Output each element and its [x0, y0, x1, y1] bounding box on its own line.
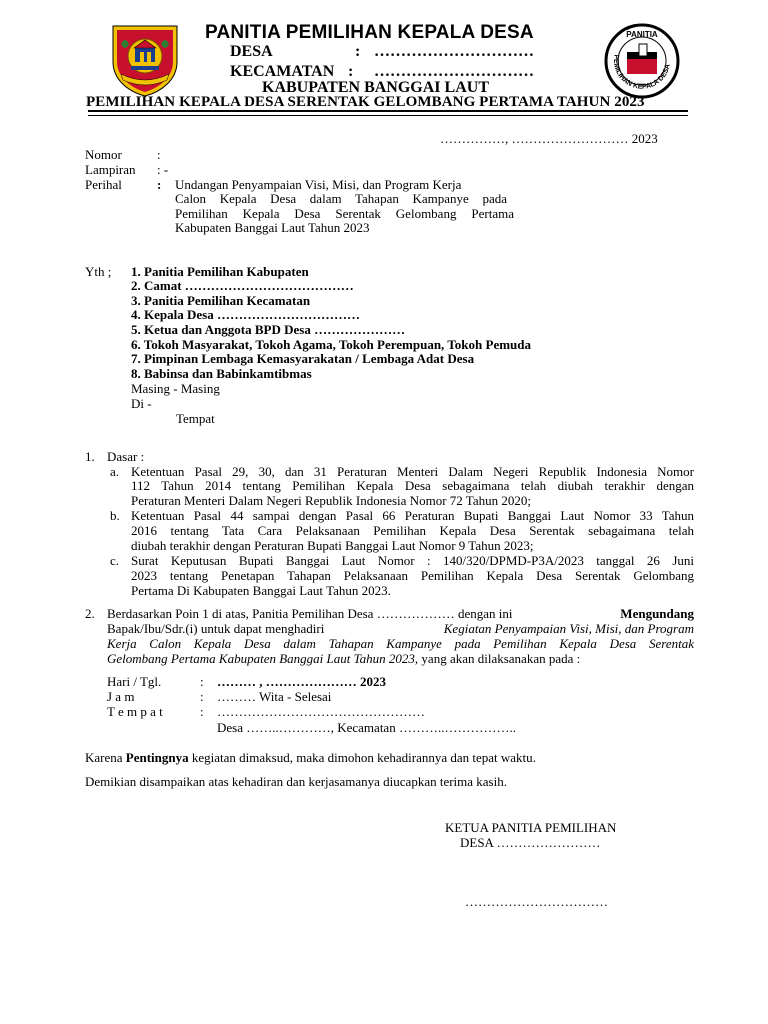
point2-text: Bapak/Ibu/Sdr.(i) untuk dapat menghadiri	[107, 621, 328, 636]
svg-text:PANITIA: PANITIA	[626, 30, 658, 39]
desa-colon: :	[355, 43, 361, 60]
perihal-line: Undangan Penyampaian Visi, Misi, dan Program Kerja	[175, 177, 462, 192]
dasar-line: Surat Keputusan Bupati Banggai Laut Nomor : 140/320/DPMD-P3A/2023 tanggal 26 Juni	[131, 553, 694, 568]
dasar-line: Pertama Di Kabupaten Banggai Laut Tahun 2023.	[131, 583, 391, 598]
recipient-item: 2. Camat …………………………………	[131, 278, 354, 293]
recipient-item: 5. Ketua dan Anggota BPD Desa …………………	[131, 322, 406, 337]
kabupaten-name: KABUPATEN BANGGAI LAUT	[262, 79, 489, 96]
dasar-line: Ketentuan Pasal 44 sampai dengan Pasal 66 Peraturan Bupati Banggai Laut Nomor 33 Tahun	[131, 508, 694, 523]
kecamatan-colon: :	[348, 63, 354, 80]
point-number: 2.	[85, 606, 95, 621]
signature-title: KETUA PANITIA PEMILIHAN	[445, 820, 617, 835]
point2-text: , yang akan dilaksanakan pada :	[414, 651, 581, 666]
desa-label: DESA	[230, 43, 273, 60]
point2-activity: Kerja Calon Kepala Desa dalam Tahapan Kampanye pada Pemilihan Kepala Desa Serentak	[107, 636, 694, 651]
date-line: ……………, ……………………… 2023	[440, 131, 658, 146]
dasar-line: diubah terakhir dengan Peraturan Bupati Banggai Laut Nomor 9 Tahun 2023;	[131, 538, 534, 553]
closing-text: Karena	[85, 750, 126, 765]
regency-emblem-icon	[107, 22, 183, 98]
svg-text:PEMILIHAN KEPALA DESA: PEMILIHAN KEPALA DESA	[611, 54, 672, 91]
dasar-line: 2023 tentang Penetapan Tahapan Pelaksanaan Pemilihan Kepala Desa Serentak Gelombang	[131, 568, 694, 583]
closing-line	[85, 750, 536, 765]
signature-title: DESA ……………………	[460, 835, 601, 850]
di-label: Di -	[131, 396, 152, 411]
dasar-line: Ketentuan Pasal 29, 30, dan 31 Peraturan Menteri Dalam Negeri Republik Indonesia Nomor	[131, 464, 694, 479]
nomor-value: :	[157, 147, 161, 162]
dasar-line: 2016 tentang Tata Cara Pelaksanaan Pemilihan Kepala Desa Serentak sebagaimana telah	[131, 523, 694, 538]
pentingnya-emphasis: Pentingnya	[125, 750, 189, 765]
recipient-item: 6. Tokoh Masyarakat, Tokoh Agama, Tokoh Perempuan, Tokoh Pemuda	[131, 337, 532, 352]
closing-line: Demikian disampaikan atas kehadiran dan kerjasamanya diucapkan terima kasih.	[85, 774, 507, 789]
kecamatan-label: KECAMATAN	[230, 63, 335, 80]
election-committee-logo-icon	[603, 22, 681, 100]
kecamatan-dots: …………………………	[374, 63, 534, 80]
yth-label: Yth ;	[85, 264, 112, 279]
point2-line	[107, 606, 694, 621]
hari-label: Hari / Tgl.	[107, 674, 162, 689]
point2-line	[107, 621, 694, 636]
point2-activity: Kegiatan Penyampaian Visi, Misi, dan Program	[443, 621, 694, 636]
recipient-item: 1. Panitia Pemilihan Kabupaten	[131, 264, 309, 279]
recipient-item: 4. Kepala Desa ……………………………	[131, 307, 360, 322]
header-rule-thick	[88, 110, 688, 112]
point-number: 1.	[85, 449, 95, 464]
closing-text: kegiatan dimaksud, maka dimohon kehadirannya dan tepat waktu.	[188, 750, 536, 765]
signature-name-dots: ……………………………	[465, 894, 608, 909]
dasar-letter: b.	[110, 508, 120, 523]
lampiran-label: Lampiran	[85, 162, 136, 177]
dasar-letter: a.	[110, 464, 120, 479]
jam-value: ……… Wita - Selesai	[217, 689, 332, 704]
perihal-line: Kabupaten Banggai Laut Tahun 2023	[175, 220, 370, 235]
dasar-line: 112 Tahun 2014 tentang Pemilihan Kepala Desa sebagaimana telah diubah terakhir dengan	[131, 478, 694, 493]
point2-activity: Gelombang Pertama Kabupaten Banggai Laut Tahun 2023	[107, 651, 415, 666]
lampiran-value: : -	[157, 162, 169, 177]
jam-label: J a m	[107, 689, 135, 704]
jam-colon: :	[200, 689, 204, 704]
perihal-label: Perihal	[85, 177, 122, 192]
recipient-item: 7. Pimpinan Lembaga Kemasyarakatan / Lembaga Adat Desa	[131, 351, 475, 366]
dasar-letter: c.	[110, 553, 120, 568]
perihal-colon: :	[157, 177, 162, 192]
tempat-colon: :	[200, 704, 204, 719]
tempat-sched-label: T e m p a t	[107, 704, 163, 719]
hari-value: ……… , ………………… 2023	[217, 674, 386, 689]
tempat-value-detail: Desa ……..…………, Kecamatan ………..……………..	[217, 720, 516, 735]
committee-title: PANITIA PEMILIHAN KEPALA DESA	[205, 22, 534, 43]
point2-line	[107, 651, 580, 666]
dasar-title: Dasar :	[107, 449, 145, 464]
hari-colon: :	[200, 674, 204, 689]
tempat-value: …………………………………………	[217, 704, 425, 719]
perihal-line: Calon Kepala Desa dalam Tahapan Kampanye pada	[175, 191, 507, 206]
recipient-item: 8. Babinsa dan Babinkamtibmas	[131, 366, 312, 381]
header-rule-thin	[88, 115, 688, 116]
event-title: PEMILIHAN KEPALA DESA SERENTAK GELOMBANG PERTAMA TAHUN 2023	[86, 94, 645, 110]
dasar-line: Peraturan Menteri Dalam Negeri Republik Indonesia Nomor 72 Tahun 2020;	[131, 493, 531, 508]
desa-dots: …………………………	[374, 43, 534, 60]
perihal-line: Pemilihan Kepala Desa Serentak Gelombang Pertama	[175, 206, 514, 221]
recipient-item: 3. Panitia Pemilihan Kecamatan	[131, 293, 311, 308]
masing-masing: Masing - Masing	[131, 381, 220, 396]
mengundang-emphasis: Mengundang	[620, 606, 694, 621]
nomor-label: Nomor	[85, 147, 122, 162]
tempat-label: Tempat	[176, 411, 215, 426]
point2-text: Berdasarkan Poin 1 di atas, Panitia Pemilihan Desa ……………… dengan ini	[107, 606, 516, 621]
